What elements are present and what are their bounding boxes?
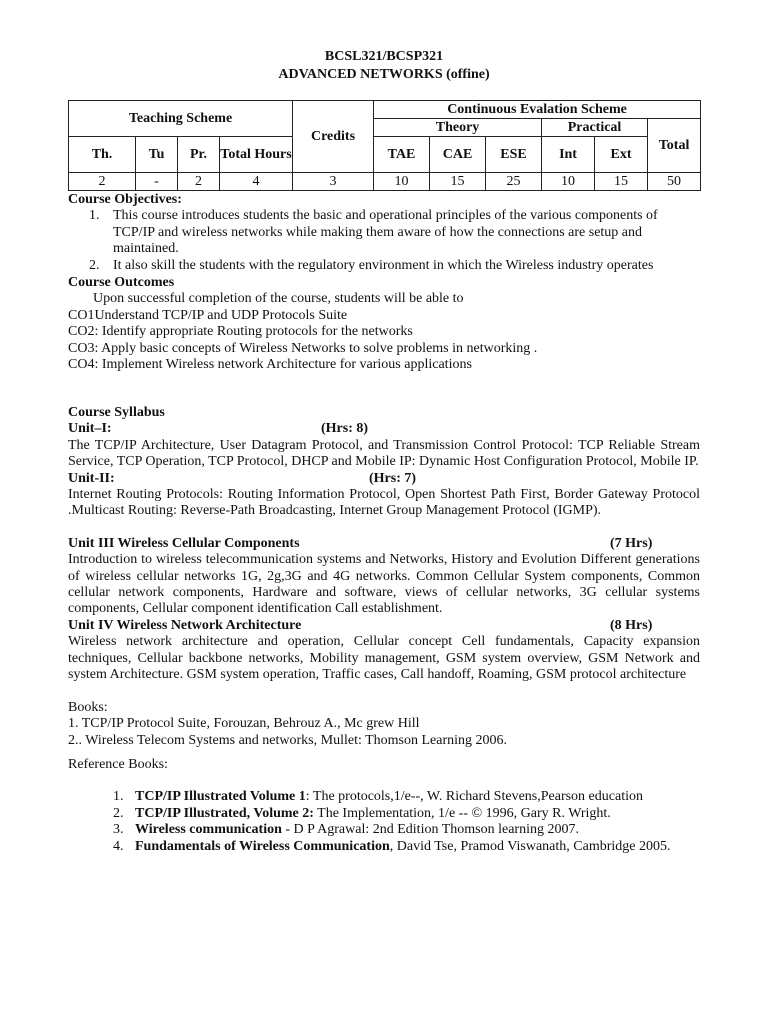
list-number: 1.	[89, 208, 100, 224]
continuous-evaluation-header: Continuous Evalation Scheme	[374, 101, 701, 119]
unit-hours: (Hrs: 8)	[321, 421, 369, 437]
table-cell: 25	[486, 173, 542, 191]
reference-books-section	[68, 757, 700, 855]
course-title: ADVANCED NETWORKS (offine)	[278, 67, 490, 82]
practical-header: Practical	[542, 119, 648, 137]
reference-title: TCP/IP Illustrated, Volume 2:	[135, 805, 314, 821]
unit-description: Internet Routing Protocols: Routing Information Protocol, Open Shortest Path First, Border Gateway Protocol .Multicast Routing: Reverse-Path Broadcasting, Internet Group Management Protocol (IGMP).	[68, 486, 700, 519]
unit-description: The TCP/IP Architecture, User Datagram Protocol, and Transmission Control Protocol: TCP Reliable Stream Service, TCP Operation, TCP Protocol, DHCP and Mobile IP: Dynamic Host Configuration Protocol, Mobile IP.	[68, 437, 700, 470]
col-header: ESE	[486, 137, 542, 173]
objectives-heading: Course Objectives:	[68, 192, 182, 207]
course-code: BCSL321/BCSP321	[324, 49, 444, 64]
table-cell: -	[136, 173, 178, 191]
table-cell: 15	[595, 173, 648, 191]
reference-item	[68, 806, 700, 822]
reference-details: : The protocols,1/e--, W. Richard Stevens,Pearson education	[305, 789, 643, 805]
book-item: 2.. Wireless Telecom Systems and networks, Mullet: Thomson Learning 2006.	[68, 732, 508, 748]
unit-hours: (8 Hrs)	[610, 617, 653, 633]
table-cell: 4	[220, 173, 293, 191]
col-header: Total Hours	[220, 137, 293, 173]
reference-item	[68, 822, 700, 838]
col-header: CAE	[430, 137, 486, 173]
table-cell: 10	[542, 173, 595, 191]
outcome-item: CO3: Apply basic concepts of Wireless Networks to solve problems in networking .	[68, 340, 538, 356]
unit-heading	[68, 421, 700, 437]
teaching-scheme-header: Teaching Scheme	[69, 101, 293, 137]
list-number: 4.	[113, 838, 124, 854]
outcomes-section	[68, 275, 700, 373]
reference-title: Wireless communication	[135, 822, 282, 838]
books-section	[68, 700, 700, 749]
reference-title: Fundamentals of Wireless Communication	[135, 838, 390, 854]
unit-title: Unit IV Wireless Network Architecture	[68, 617, 302, 633]
col-header: Int	[542, 137, 595, 173]
list-number: 2.	[113, 805, 124, 821]
unit-description: Wireless network architecture and operation, Cellular concept Cell fundamentals, Capacity expansion techniques, Cellular backbone networks, Mobility management, GSM system overview, GSM Network and system Architecture. GSM system operation, Traffic cases, Call handoff, Roaming, GSM protocol architecture	[68, 634, 700, 683]
reference-title: TCP/IP Illustrated Volume 1	[135, 789, 306, 805]
unit-title: Unit-II:	[68, 470, 115, 486]
col-header: Tu	[136, 137, 178, 173]
unit-hours: (7 Hrs)	[610, 535, 653, 551]
outcomes-heading: Course Outcomes	[68, 275, 175, 290]
table-cell: 2	[69, 173, 136, 191]
list-number: 1.	[113, 789, 124, 805]
unit-hours: (Hrs: 7)	[369, 470, 417, 486]
objective-text: It also skill the students with the regulatory environment in which the Wireless industry operates	[113, 257, 654, 273]
credits-header: Credits	[293, 101, 374, 173]
objective-text: This course introduces students the basic and operational principles of the various components of TCP/IP and wireless networks while making them aware of how the connections are setup and maintained.	[113, 208, 658, 257]
reference-details: - D P Agrawal: 2nd Edition Thomson learning 2007.	[281, 822, 579, 838]
list-number: 2.	[89, 257, 100, 273]
table-cell: 50	[648, 173, 701, 191]
unit-title: Unit–I:	[68, 421, 112, 437]
outcome-item: CO2: Identify appropriate Routing protocols for the networks	[68, 324, 413, 340]
table-cell: 2	[178, 173, 220, 191]
reference-item	[68, 789, 700, 805]
reference-item	[68, 839, 700, 855]
book-item: 1. TCP/IP Protocol Suite, Forouzan, Behrouz A., Mc grew Hill	[68, 716, 420, 732]
outcome-item: CO4: Implement Wireless network Architecture for various applications	[68, 356, 472, 372]
reference-details: The Implementation, 1/e -- © 1996, Gary R. Wright.	[313, 805, 611, 821]
total-header: Total	[648, 119, 701, 173]
document-header	[68, 48, 700, 84]
table-cell: 3	[293, 173, 374, 191]
reference-details: , David Tse, Pramod Viswanath, Cambridge 2005.	[389, 838, 671, 854]
unit-description: Introduction to wireless telecommunication systems and Networks, History and Evolution Different generations of wireless cellular networks 1G, 2g,3G and 4G networks. Common Cellular System components, Common cellular network components, Hardware and software, views of cellular networks, 3G cellular systems components, Cellular component identification Call establishment.	[68, 552, 700, 617]
books-heading: Books:	[68, 700, 108, 715]
scheme-table	[68, 100, 701, 191]
reference-books-heading: Reference Books:	[68, 757, 168, 772]
theory-header: Theory	[374, 119, 542, 137]
table-cell: 10	[374, 173, 430, 191]
unit-heading	[68, 471, 700, 487]
table-cell: 15	[430, 173, 486, 191]
col-header: TAE	[374, 137, 430, 173]
unit-heading	[68, 618, 700, 634]
outcomes-intro: Upon successful completion of the course, students will be able to	[93, 291, 464, 307]
syllabus-heading: Course Syllabus	[68, 405, 165, 420]
unit-heading	[68, 536, 700, 552]
unit-title: Unit III Wireless Cellular Components	[68, 535, 300, 551]
col-header: Pr.	[178, 137, 220, 173]
syllabus-section	[68, 405, 700, 683]
list-number: 3.	[113, 822, 124, 838]
objectives-section	[68, 192, 700, 274]
list-item	[68, 208, 700, 257]
list-item	[68, 258, 700, 274]
outcome-item: CO1Understand TCP/IP and UDP Protocols Suite	[68, 307, 348, 323]
col-header: Ext	[595, 137, 648, 173]
col-header: Th.	[69, 137, 136, 173]
